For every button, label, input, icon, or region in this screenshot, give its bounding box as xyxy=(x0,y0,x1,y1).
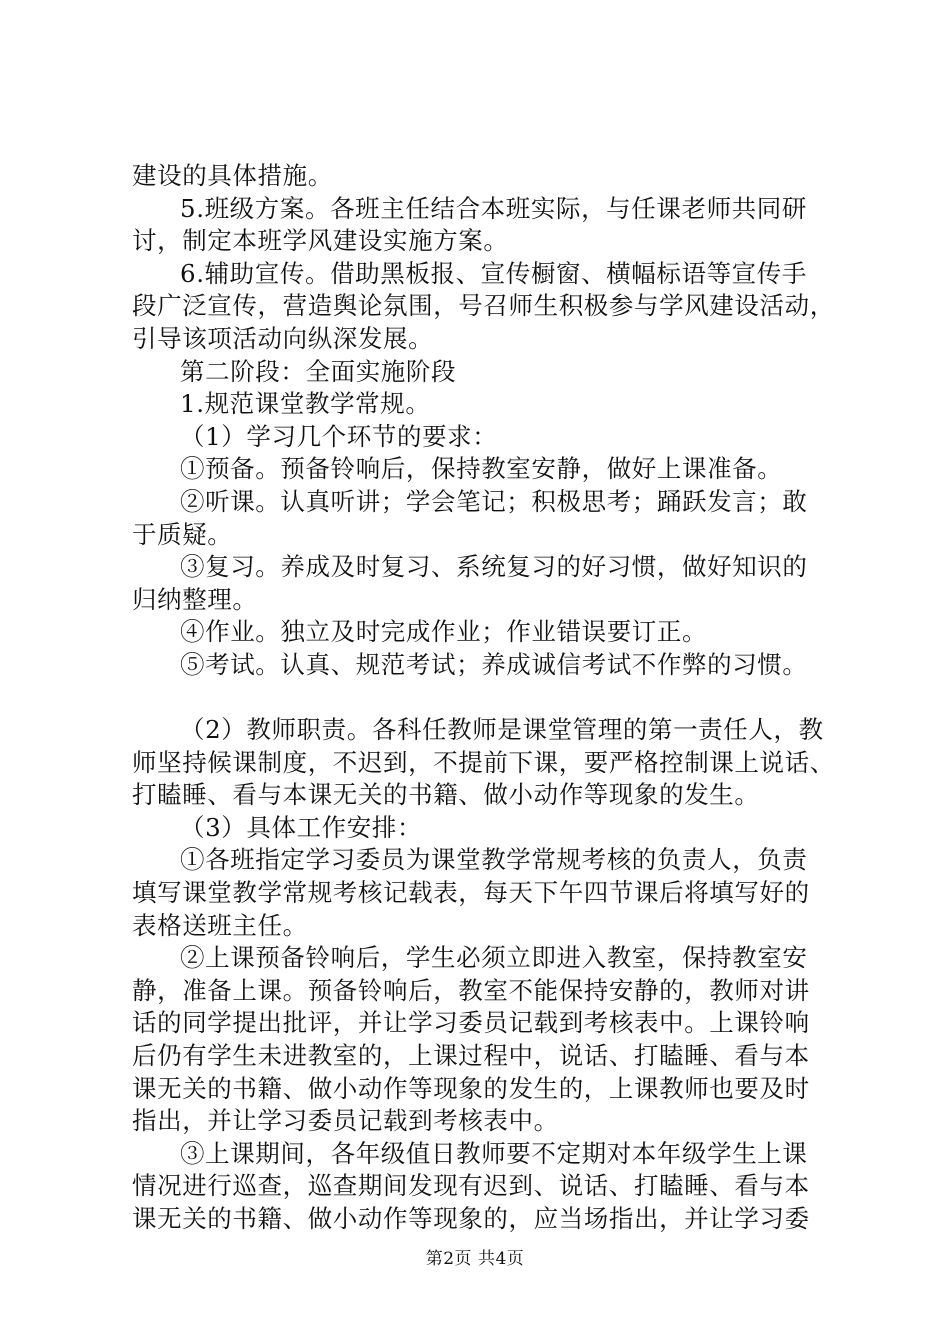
text-line: 5.班级方案。各班主任结合本班实际，与任课老师共同研 xyxy=(180,193,807,223)
text-line: 师坚持候课制度，不迟到，不提前下课，要严格控制课上说话、 xyxy=(132,747,835,777)
text-line: 建设的具体措施。 xyxy=(132,161,333,190)
text-line: （3）具体工作安排： xyxy=(180,812,423,842)
page-indicator: 第2页 共4页 xyxy=(425,1249,525,1269)
text-line: （1）学习几个环节的要求： xyxy=(180,421,498,451)
text-line: 课无关的书籍、做小动作等现象的发生的，上课教师也要及时 xyxy=(132,1073,810,1103)
text-line: 填写课堂教学常规考核记载表，每天下午四节课后将填写好的 xyxy=(132,878,810,908)
text-line: ③复习。养成及时复习、系统复习的好习惯，做好知识的 xyxy=(180,552,808,582)
text-line: 静，准备上课。预备铃响后，教室不能保持安静的，教师对讲 xyxy=(132,975,810,1005)
text-line: 6.辅助宣传。借助黑板报、宣传橱窗、横幅标语等宣传手 xyxy=(180,258,807,288)
text-line: 课无关的书籍、做小动作等现象的，应当场指出，并让学习委 xyxy=(132,1204,810,1233)
text-line: 后仍有学生未进教室的，上课过程中，说话、打瞌睡、看与本 xyxy=(132,1041,810,1071)
text-line: ③上课期间，各年级值日教师要不定期对本年级学生上课 xyxy=(180,1138,808,1168)
text-line: ②上课预备铃响后，学生必须立即进入教室，保持教室安 xyxy=(180,943,808,973)
text-line: 指出，并让学习委员记载到考核表中。 xyxy=(132,1106,559,1136)
text-line: 情况进行巡查，巡查期间发现有迟到、说话、打瞌睡、看与本 xyxy=(132,1171,810,1201)
text-line: ①预备。预备铃响后，保持教室安静，做好上课准备。 xyxy=(180,454,783,484)
text-line: （2）教师职责。各科任教师是课堂管理的第一责任人，教 xyxy=(180,715,824,745)
text-line: 归纳整理。 xyxy=(132,584,258,614)
text-line: 于质疑。 xyxy=(132,519,233,549)
text-line: 讨，制定本班学风建设实施方案。 xyxy=(132,226,509,256)
text-line: 第二阶段：全面实施阶段 xyxy=(180,356,457,386)
text-line: ④作业。独立及时完成作业；作业错误要订正。 xyxy=(180,617,708,647)
blank-line xyxy=(132,682,832,715)
text-line: 表格送班主任。 xyxy=(132,910,308,940)
text-line: 打瞌睡、看与本课无关的书籍、做小动作等现象的发生。 xyxy=(132,780,760,810)
text-line: ②听课。认真听讲；学会笔记；积极思考；踊跃发言；敢 xyxy=(180,486,808,516)
text-line: ⑤考试。认真、规范考试；养成诚信考试不作弊的习惯。 xyxy=(180,649,808,679)
document-body xyxy=(132,160,835,1236)
text-line: 1.规范课堂教学常规。 xyxy=(180,389,431,419)
text-line: 话的同学提出批评，并让学习委员记载到考核表中。上课铃响 xyxy=(132,1008,810,1038)
text-line: 引导该项活动向纵深发展。 xyxy=(132,323,434,353)
text-line: ①各班指定学习委员为课堂教学常规考核的负责人，负责 xyxy=(180,845,808,875)
text-line: 段广泛宣传，营造舆论氛围，号召师生积极参与学风建设活动， xyxy=(132,291,835,321)
